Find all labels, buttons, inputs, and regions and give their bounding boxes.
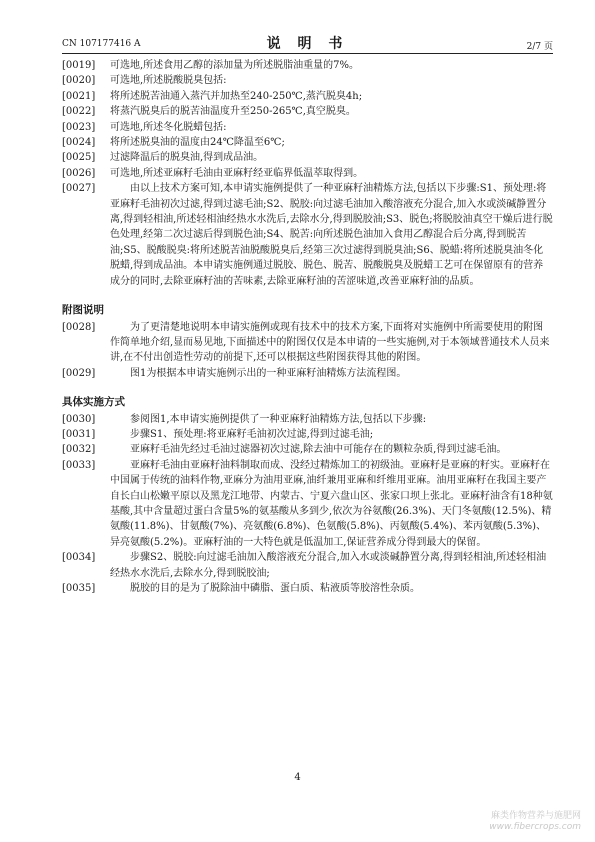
paragraph-text: 亚麻籽毛油由亚麻籽油料制取而成、没经过精炼加工的初级油。亚麻籽是亚麻的籽实。亚麻籽在中国属于传统的油料作物,亚麻分为油用亚麻,油纤兼用亚麻和纤维用亚麻。油用亚麻籽在我国主要产自长白山松嫩平原以及黑龙江地带、内蒙古、宁夏六盘山区、张家口坝上张北。亚麻籽油含有18种氨基酸,其中含量超过蛋白含量5%的氨基酸从多到少,依次为谷氨酸(26.3%)、天门冬氨酸(12.5%)、精氨酸(11.8%)、甘氨酸(7%)、亮氨酸(6.8%)、色氨酸(5.8%)、丙氨酸(5.4%)、苯丙氨酸(5.3%)、异亮氨酸(5.2%)。亚麻籽油的一大特色就是低温加工,保证营养成分得到最大的保留。 — [110, 459, 553, 548]
paragraph-text: 可选地,所述脱酸脱臭包括: — [110, 75, 227, 87]
paragraph-text: 亚麻籽毛油先经过毛油过滤器初次过滤,除去油中可能存在的颗粒杂质,得到过滤毛油。 — [130, 444, 507, 456]
paragraph-text: 图1为根据本申请实施例示出的一种亚麻籽油精炼方法流程图。 — [130, 367, 407, 379]
paragraph-number: [0021] — [62, 90, 96, 102]
paragraph-number: [0030] — [62, 413, 96, 425]
paragraph-text: 可选地,所述亚麻籽毛油由亚麻籽经亚临界低温萃取得到。 — [110, 167, 364, 179]
paragraph-text: 将所述脱臭油的温度由24℃降温至6℃; — [110, 137, 285, 149]
publication-number: CN 107177416 A — [62, 39, 141, 49]
paragraph — [62, 166, 553, 181]
watermark-site-name: 麻类作物营养与施肥网 — [490, 811, 581, 821]
paragraph-number: [0034] — [62, 552, 96, 564]
paragraph-number: [0029] — [62, 367, 96, 379]
paragraph-text: 将蒸汽脱臭后的脱苦油温度升至250-265℃,真空脱臭。 — [110, 106, 356, 118]
paragraph-number: [0035] — [62, 583, 96, 594]
paragraph-text: 步骤S1、预处理:将亚麻籽毛油初次过滤,得到过滤毛油; — [130, 428, 374, 440]
paragraph-text: 步骤S2、脱胶:向过滤毛油加入酸溶液充分混合,加入水或淡碱静置分离,得到轻相油,所述轻相油经热水水洗后,去除水分,得到脱胶油; — [110, 552, 547, 579]
paragraph-number: [0032] — [62, 444, 96, 456]
paragraph — [62, 458, 553, 550]
paragraph — [62, 412, 553, 427]
paragraph-text: 由以上技术方案可知,本申请实施例提供了一种亚麻籽油精炼方法,包括以下步骤:S1、预处理:将亚麻籽毛油初次过滤,得到过滤毛油;S2、脱胶:向过滤毛油加入酸溶液充分混合,加入水或淡碱静置分离,得到轻相油,所述轻相油经热水水洗后,去除水分,得到脱胶油;S3、脱色;将脱胶油真空干燥后进行脱色处理,经第二次过滤后得到脱色油;S4、脱苦:向所述脱色油加入食用乙醇混合后分离,得到脱苦油;S5、脱酸脱臭:将所述脱苦油脱酸脱臭后,经第三次过滤得到脱臭油;S6、脱蜡:将所述脱臭油冬化脱蜡,得到成品油。本申请实施例通过脱胶、脱色、脱苦、脱酸脱臭及脱蜡工艺可在保留原有的营养成分的同时,去除亚麻籽油的苦味素,去除亚麻籽油的苦涩味道,改善亚麻籽油的品质。 — [110, 183, 553, 287]
paragraph-number: [0024] — [62, 137, 96, 149]
paragraph — [62, 150, 553, 165]
paragraph-group-summary — [62, 58, 553, 289]
paragraph — [62, 104, 553, 119]
paragraph-text: 参阅图1,本申请实施例提供了一种亚麻籽油精炼方法,包括以下步骤: — [130, 413, 427, 425]
paragraph — [62, 89, 553, 104]
document-body — [62, 58, 553, 596]
paragraph-number: [0027] — [62, 183, 96, 195]
paragraph-text: 可选地,所述食用乙醇的添加量为所述脱脂油重量的7%。 — [110, 60, 360, 71]
paragraph — [62, 135, 553, 150]
paragraph — [62, 73, 553, 88]
paragraph-number: [0022] — [62, 106, 96, 118]
paragraph-number: [0028] — [62, 321, 96, 333]
paragraph-text: 为了更清楚地说明本申请实施例或现有技术中的技术方案,下面将对实施例中所需要使用的附图作简单地介绍,显而易见地,下面描述中的附图仅仅是本申请的一些实施例,对于本领域普通技术人员来讲,在不付出创造性劳动的前提下,还可以根据这些附图获得其他的附图。 — [110, 321, 550, 364]
paragraph-number: [0020] — [62, 75, 96, 87]
paragraph-number: [0019] — [62, 60, 96, 71]
paragraph-number: [0025] — [62, 152, 96, 164]
paragraph-group-figures — [62, 320, 553, 382]
paragraph — [62, 120, 553, 135]
paragraph-number: [0023] — [62, 121, 96, 133]
page-indicator: 2/7 页 — [526, 42, 553, 52]
paragraph-text: 可选地,所述冬化脱蜡包括: — [110, 121, 227, 133]
paragraph — [62, 366, 553, 381]
paragraph — [62, 181, 553, 289]
paragraph-group-embodiments — [62, 412, 553, 597]
paragraph — [62, 427, 553, 442]
paragraph-text: 脱胶的目的是为了脱除油中磷脂、蛋白质、粘液质等胶溶性杂质。 — [130, 583, 420, 594]
paragraph-text: 过滤降温后的脱臭油,得到成品油。 — [110, 152, 264, 164]
paragraph-number: [0031] — [62, 428, 96, 440]
section-heading-embodiments: 具体实施方式 — [62, 396, 125, 409]
paragraph — [62, 320, 553, 366]
document-title: 说 明 书 — [266, 36, 349, 52]
paragraph — [62, 442, 553, 457]
paragraph — [62, 58, 553, 73]
paragraph-number: [0026] — [62, 167, 96, 179]
watermark-url: www.fibercrops.com — [489, 822, 581, 832]
paragraph-text: 将所述脱苦油通入蒸汽并加热至240-250℃,蒸汽脱臭4h; — [110, 90, 363, 102]
paragraph — [62, 550, 553, 581]
page-number: 4 — [294, 772, 301, 783]
paragraph — [62, 581, 553, 596]
paragraph-number: [0033] — [62, 459, 96, 471]
section-heading-figures: 附图说明 — [62, 304, 104, 317]
page-header — [62, 33, 553, 54]
